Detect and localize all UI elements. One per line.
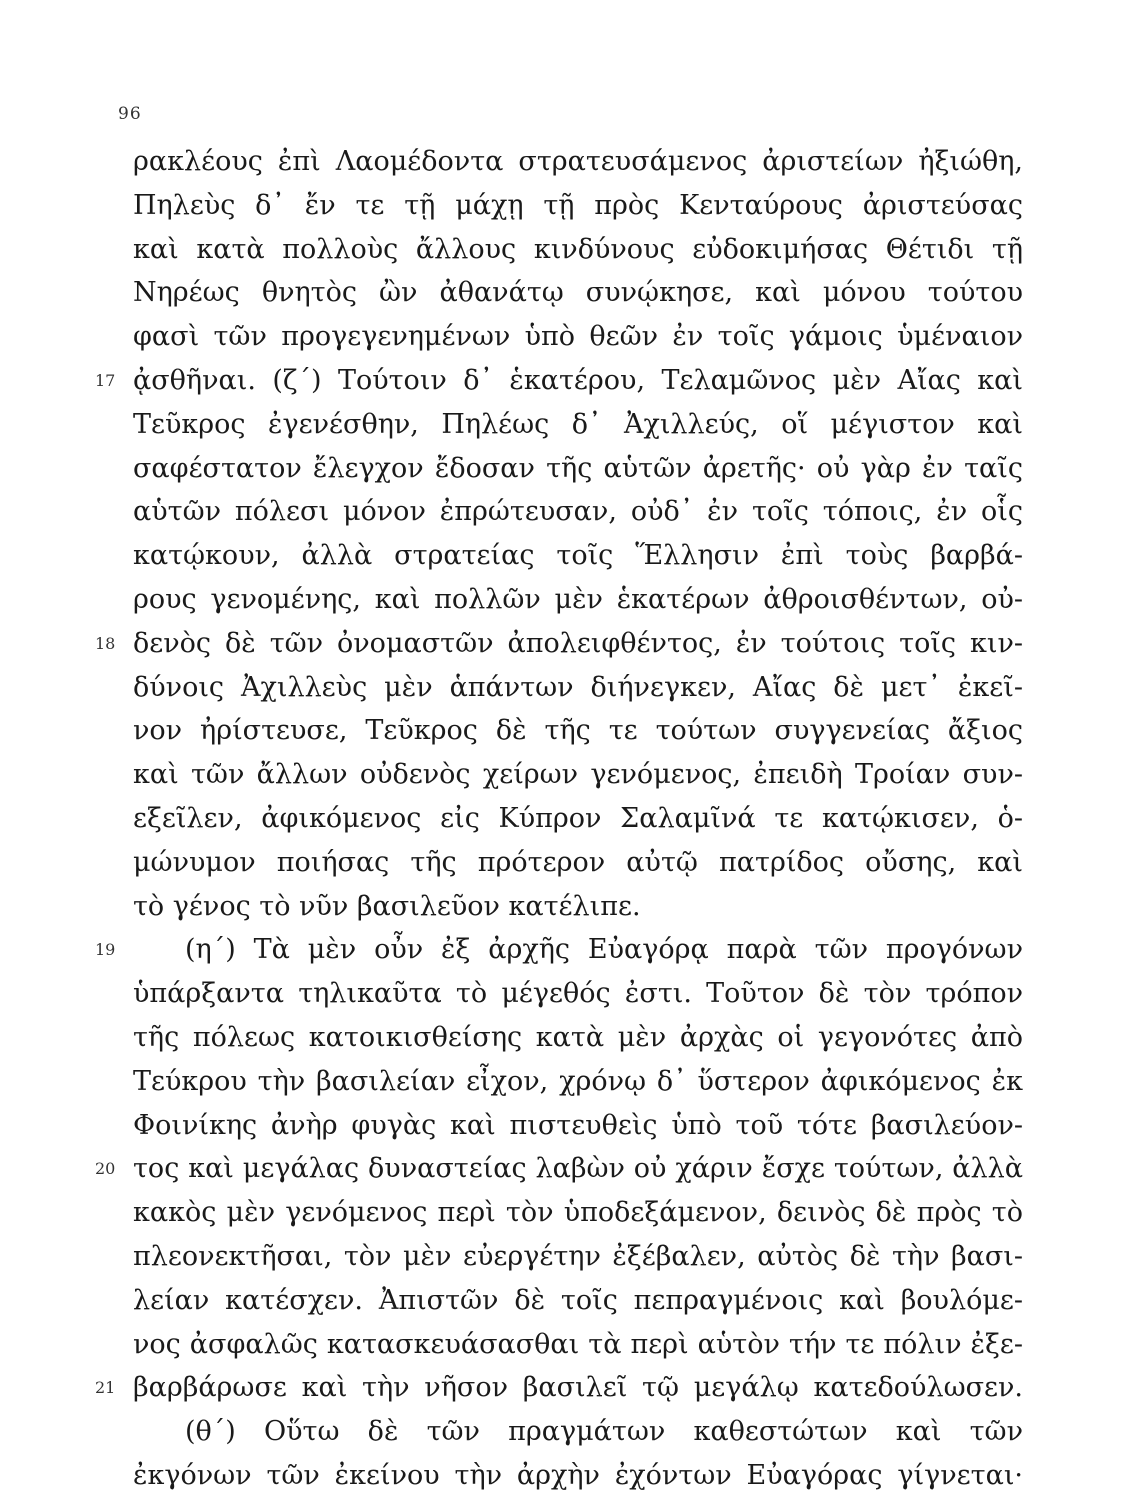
line-text: ᾀσθῆναι. (ζ΄) Τούτοιν δ᾽ ἑκατέρου, Τελαμῶνος μὲν Αἴας καὶ bbox=[133, 364, 1023, 396]
line-text: καὶ κατὰ πολλοὺς ἄλλους κινδύνους εὐδοκιμήσας Θέτιδι τῇ bbox=[133, 233, 1023, 265]
text-line bbox=[133, 841, 1023, 885]
line-text: ἐκγόνων τῶν ἐκείνου τὴν ἀρχὴν ἐχόντων Εὐαγόρας γίγνεται· bbox=[133, 1459, 1023, 1491]
line-text: Πηλεὺς δ᾽ ἔν τε τῇ μάχῃ τῇ πρὸς Κενταύρους ἀριστεύσας bbox=[133, 189, 1023, 221]
line-text: (η΄) Τὰ μὲν οὖν ἐξ ἀρχῆς Εὐαγόρᾳ παρὰ τῶν προγόνων bbox=[185, 934, 1023, 966]
line-text: (θ΄) Οὕτω δὲ τῶν πραγμάτων καθεστώτων καὶ τῶν bbox=[185, 1416, 1023, 1448]
line-text: αὑτῶν πόλεσι μόνον ἐπρώτευσαν, οὐδ᾽ ἐν τοῖς τόποις, ἐν οἷς bbox=[133, 496, 1023, 528]
text-line bbox=[133, 447, 1023, 491]
line-text: νον ἠρίστευσε, Τεῦκρος δὲ τῆς τε τούτων συγγενείας ἄξιος bbox=[133, 715, 1023, 747]
text-line bbox=[133, 315, 1023, 359]
text-line bbox=[133, 753, 1023, 797]
text-line bbox=[133, 228, 1023, 272]
line-text: εξεῖλεν, ἀφικόμενος εἰς Κύπρον Σαλαμῖνά τε κατῴκισεν, ὁ- bbox=[133, 802, 1023, 834]
line-text: λείαν κατέσχεν. Ἀπιστῶν δὲ τοῖς πεπραγμένοις καὶ βουλόμε- bbox=[133, 1284, 1023, 1316]
line-text: μώνυμον ποιήσας τῆς πρότερον αὐτῷ πατρίδος οὔσης, καὶ bbox=[133, 846, 1023, 878]
text-line bbox=[133, 1410, 1023, 1454]
line-text: πλεονεκτῆσαι, τὸν μὲν εὐεργέτην ἐξέβαλεν, αὐτὸς δὲ τὴν βασι- bbox=[133, 1240, 1023, 1272]
text-line bbox=[133, 490, 1023, 534]
text-line bbox=[133, 271, 1023, 315]
text-line bbox=[133, 184, 1023, 228]
text-line bbox=[133, 140, 1023, 184]
line-text: ρους γενομένης, καὶ πολλῶν μὲν ἑκατέρων ἀθροισθέντων, οὐ- bbox=[133, 583, 1023, 615]
line-text: σαφέστατον ἔλεγχον ἔδοσαν τῆς αὑτῶν ἀρετῆς· οὐ γὰρ ἐν ταῖς bbox=[133, 452, 1023, 484]
line-text: Τεύκρου τὴν βασιλείαν εἶχον, χρόνῳ δ᾽ ὕστερον ἀφικόμενος ἐκ bbox=[133, 1065, 1023, 1097]
line-text: τὸ γένος τὸ νῦν βασιλεῦον κατέλιπε. bbox=[133, 890, 641, 922]
line-text: δύνοις Ἀχιλλεὺς μὲν ἁπάντων διήνεγκεν, Αἴας δὲ μετ᾽ ἐκεῖ- bbox=[133, 671, 1023, 703]
text-line bbox=[133, 578, 1023, 622]
text-line bbox=[133, 1104, 1023, 1148]
text-line bbox=[133, 1279, 1023, 1323]
line-text: τῆς πόλεως κατοικισθείσης κατὰ μὲν ἀρχὰς οἱ γεγονότες ἀπὸ bbox=[133, 1021, 1023, 1053]
section-number: 18 bbox=[95, 633, 116, 653]
greek-text-body bbox=[95, 140, 1023, 1498]
line-text: φασὶ τῶν προγεγενημένων ὑπὸ θεῶν ἐν τοῖς γάμοις ὑμέναιον bbox=[133, 321, 1023, 353]
section-number: 19 bbox=[95, 940, 116, 960]
line-text: καὶ τῶν ἄλλων οὐδενὸς χείρων γενόμενος, ἐπειδὴ Τροίαν συν- bbox=[133, 759, 1023, 791]
text-line bbox=[133, 534, 1023, 578]
line-text: κατῴκουν, ἀλλὰ στρατείας τοῖς Ἕλλησιν ἐπὶ τοὺς βαρβά- bbox=[133, 540, 1023, 572]
text-line bbox=[95, 1366, 1023, 1410]
line-text: κακὸς μὲν γενόμενος περὶ τὸν ὑποδεξάμενον, δεινὸς δὲ πρὸς τὸ bbox=[133, 1197, 1023, 1229]
line-text: ρακλέους ἐπὶ Λαομέδοντα στρατευσάμενος ἀριστείων ἠξιώθη, bbox=[133, 146, 1023, 177]
text-line bbox=[95, 359, 1023, 403]
section-number: 17 bbox=[95, 370, 116, 390]
line-text: ὑπάρξαντα τηλικαῦτα τὸ μέγεθός ἐστι. Τοῦτον δὲ τὸν τρόπον bbox=[133, 978, 1023, 1010]
line-text: τος καὶ μεγάλας δυναστείας λαβὼν οὐ χάριν ἔσχε τούτων, ἀλλὰ bbox=[133, 1153, 1023, 1185]
line-text: Φοινίκης ἀνὴρ φυγὰς καὶ πιστευθεὶς ὑπὸ τοῦ τότε βασιλεύον- bbox=[133, 1109, 1023, 1141]
section-number: 20 bbox=[95, 1159, 116, 1179]
text-line bbox=[133, 885, 1023, 929]
text-line bbox=[133, 666, 1023, 710]
text-line bbox=[95, 622, 1023, 666]
line-text: νος ἀσφαλῶς κατασκευάσασθαι τὰ περὶ αὑτὸν τήν τε πόλιν ἐξε- bbox=[133, 1328, 1023, 1360]
text-line bbox=[133, 797, 1023, 841]
text-line bbox=[133, 1235, 1023, 1279]
text-line bbox=[133, 1454, 1023, 1498]
line-text: δενὸς δὲ τῶν ὀνομαστῶν ἀπολειφθέντος, ἐν τούτοις τοῖς κιν- bbox=[133, 627, 1023, 659]
line-text: βαρβάρωσε καὶ τὴν νῆσον βασιλεῖ τῷ μεγάλῳ κατεδούλωσεν. bbox=[133, 1372, 1023, 1404]
text-line bbox=[133, 709, 1023, 753]
text-line bbox=[95, 928, 1023, 972]
line-text: Τεῦκρος ἐγενέσθην, Πηλέως δ᾽ Ἀχιλλεύς, οἵ μέγιστον καὶ bbox=[133, 408, 1023, 440]
text-line bbox=[133, 1191, 1023, 1235]
text-line bbox=[133, 1323, 1023, 1367]
section-number: 21 bbox=[95, 1378, 116, 1398]
line-text: Νηρέως θνητὸς ὢν ἀθανάτῳ συνῴκησε, καὶ μόνου τούτου bbox=[133, 277, 1023, 309]
text-line bbox=[133, 1016, 1023, 1060]
text-line bbox=[95, 1147, 1023, 1191]
text-line bbox=[133, 403, 1023, 447]
text-line bbox=[133, 1060, 1023, 1104]
text-line bbox=[133, 972, 1023, 1016]
page-number: 96 bbox=[118, 104, 142, 124]
